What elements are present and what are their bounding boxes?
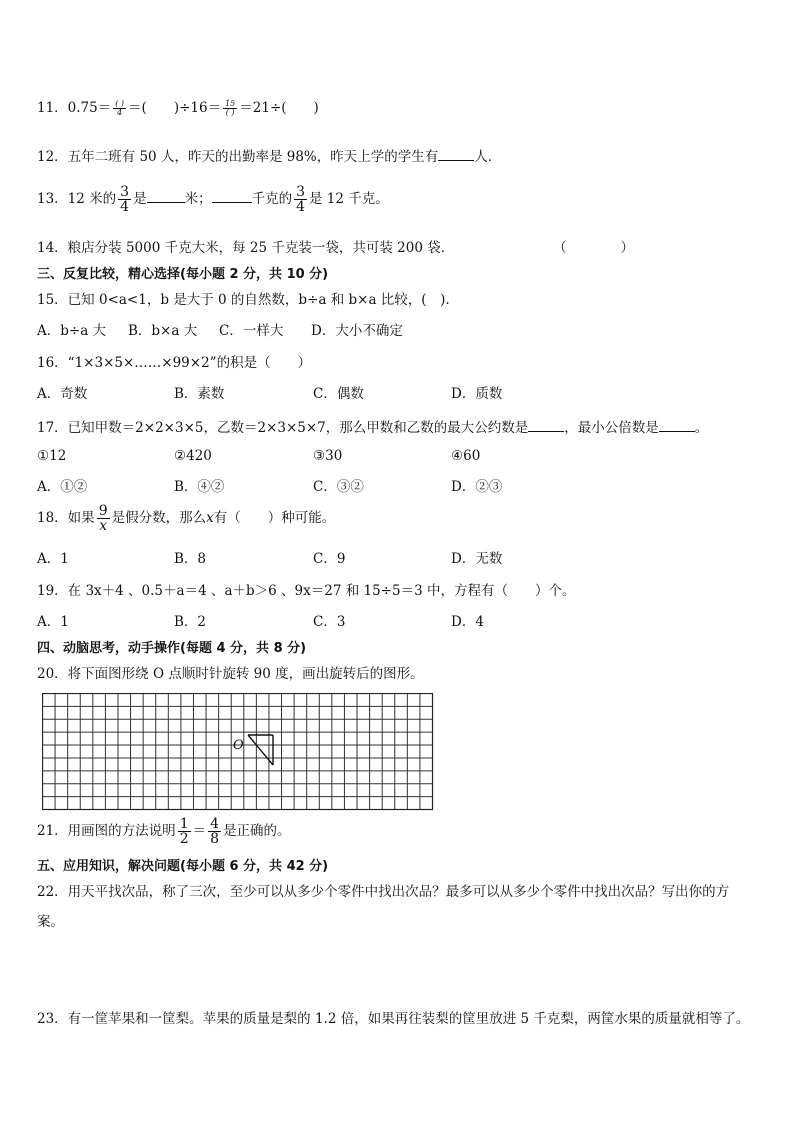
question-22-cont	[37, 916, 64, 930]
q16-text: 16．“1×3×5×……×99×2”的积是（ ）	[37, 355, 312, 371]
question-16	[37, 357, 311, 371]
q19-option-a-label: A．1	[37, 614, 69, 630]
q17-item-4	[451, 450, 480, 464]
q11-eq: ＝( )÷16＝	[128, 100, 222, 116]
question-11	[37, 100, 319, 117]
q17-blank-1[interactable]	[528, 419, 564, 432]
q12-blank[interactable]	[438, 148, 474, 161]
q15-text: 15．已知 0<a<1，b 是大于 0 的自然数，b÷a 和 b×a 比较，( ).	[37, 292, 450, 308]
q17-item-2	[174, 450, 212, 464]
q18-option-a[interactable]	[37, 553, 69, 567]
q17-item-2-label: ②420	[174, 448, 212, 464]
q13-b: 是	[133, 191, 147, 207]
q19-option-c-label: C．3	[313, 614, 346, 630]
q18-option-c-label: C．9	[313, 551, 346, 567]
q19-option-d-label: D．4	[451, 614, 484, 630]
q16-option-d-label: D．质数	[451, 386, 503, 402]
q11-f1-num: ( )	[115, 99, 125, 108]
q21-fraction-1	[178, 817, 191, 846]
q13-f-num: 3	[120, 184, 130, 200]
q19-option-a[interactable]	[37, 616, 69, 630]
q17-item-3-label: ③30	[313, 448, 343, 464]
question-12	[37, 148, 501, 165]
q15-option-b[interactable]	[128, 325, 197, 339]
q17-item-3	[313, 450, 342, 464]
q22-line-1: 22．用天平找次品，称了三次，至少可以从多少个零件中找出次品？最多可以从多少个零件中找出次品？写出你的方	[37, 884, 730, 900]
q23-text: 23．有一筐苹果和一筐梨。苹果的质量是梨的 1.2 倍，如果再往装梨的筐里放进 5 千克梨，两筐水果的质量就相等了。	[37, 1011, 750, 1027]
q15-option-c[interactable]	[219, 325, 283, 339]
question-21	[37, 817, 291, 846]
q11-f1-den: 4	[117, 108, 123, 117]
q17-option-b[interactable]	[174, 481, 224, 495]
question-22	[37, 886, 729, 900]
q17-blank-2[interactable]	[659, 419, 695, 432]
q16-option-b[interactable]	[174, 388, 224, 402]
q13-blank-1[interactable]	[147, 190, 185, 203]
q16-option-b-label: B．素数	[174, 386, 225, 402]
q14-text: 14．粮店分装 5000 千克大米，每 25 千克装一袋，共可装 200 袋．	[37, 240, 455, 256]
q14-answer-paren[interactable]	[553, 242, 634, 256]
q17-item-1	[37, 450, 66, 464]
q13-a: 13．12 米的	[37, 191, 117, 207]
q21-f2-num: 4	[210, 816, 220, 832]
q18-option-b[interactable]	[174, 553, 206, 567]
q21-b: 是正确的。	[223, 823, 291, 839]
q21-f1-num: 1	[179, 816, 189, 832]
q13-fraction-2	[294, 185, 307, 214]
q18-b: 是假分数，那么	[111, 510, 207, 526]
q15-option-a[interactable]	[37, 325, 106, 339]
q11-f2-den: ( )	[225, 108, 235, 117]
q18-option-c[interactable]	[313, 553, 345, 567]
q19-option-b[interactable]	[174, 616, 206, 630]
question-17	[37, 419, 708, 436]
q17-option-d[interactable]	[451, 481, 502, 495]
question-23	[37, 1013, 749, 1027]
q19-option-c[interactable]	[313, 616, 345, 630]
q19-text: 19．在 3x＋4 、0.5＋a＝4 、a＋b＞6 、9x＝27 和 15÷5＝3 中，方程有（ ）个。	[37, 583, 576, 599]
q11-fraction-1	[113, 100, 126, 117]
q16-option-c-label: C．偶数	[313, 386, 364, 402]
question-20	[37, 668, 424, 682]
q21-fraction-2	[208, 817, 221, 846]
q17-option-a[interactable]	[37, 481, 87, 495]
q17-mid: ，最小公倍数是	[564, 420, 659, 436]
q20-text: 20．将下面图形绕 O 点顺时针旋转 90 度，画出旋转后的图形。	[37, 666, 424, 682]
point-o-label: O	[233, 738, 244, 753]
q13-d: 千克的	[251, 191, 293, 207]
q11-f2-num: 15	[225, 99, 236, 108]
q17-option-d-label: D．②③	[451, 479, 503, 495]
question-13	[37, 185, 389, 214]
q13-blank-2[interactable]	[212, 190, 252, 203]
q13-fraction	[118, 185, 131, 214]
q21-a: 21．用画图的方法说明	[37, 823, 176, 839]
q12-tail: 人．	[474, 149, 502, 165]
q18-option-a-label: A．1	[37, 551, 69, 567]
q17-item-1-label: ①12	[37, 448, 67, 464]
q13-f2-den: 4	[296, 199, 305, 215]
q18-f-num: 9	[98, 503, 108, 519]
q14-paren: （ ）	[553, 240, 634, 256]
q17-text: 17．已知甲数＝2×2×3×5，乙数＝2×3×5×7，那么甲数和乙数的最大公约数是	[37, 420, 529, 436]
q18-c: 有（ ）种可能。	[213, 510, 336, 526]
q22-line-2: 案。	[37, 914, 64, 930]
question-14	[37, 242, 454, 256]
question-19	[37, 585, 575, 599]
q21-eq: ＝	[192, 823, 207, 839]
q15-option-d-label: D．大小不确定	[311, 323, 403, 339]
question-18	[37, 504, 335, 533]
q17-option-a-label: A．①②	[37, 479, 88, 495]
q15-option-c-label: C．一样大	[219, 323, 284, 339]
q17-end: 。	[694, 420, 709, 436]
q13-f-den: 4	[120, 199, 130, 215]
q18-f-den: x	[99, 518, 108, 534]
q15-option-a-label: A．b÷a 大	[37, 323, 107, 339]
section-4-heading	[37, 642, 306, 655]
q13-e: 是 12 千克。	[309, 191, 389, 207]
q16-option-d[interactable]	[451, 388, 502, 402]
q11-tail: ＝21÷( )	[239, 100, 319, 116]
q16-option-c[interactable]	[313, 388, 364, 402]
q11-text: 11．0.75＝	[37, 100, 112, 116]
q13-c: 米；	[184, 191, 212, 207]
q19-option-b-label: B．2	[174, 614, 207, 630]
section-3-heading	[37, 268, 328, 281]
section-5-heading	[37, 860, 328, 873]
q21-f2-den: 8	[210, 831, 220, 847]
q17-option-c[interactable]	[313, 481, 364, 495]
q16-option-a[interactable]	[37, 388, 87, 402]
q18-a: 18．如果	[37, 510, 95, 526]
section-4-title: 四、动脑思考，动手操作(每题 4 分，共 8 分)	[37, 641, 307, 656]
q18-fraction	[97, 504, 110, 533]
question-15	[37, 294, 450, 308]
section-3-title: 三、反复比较，精心选择(每小题 2 分，共 10 分)	[37, 267, 329, 282]
rotation-grid[interactable]	[42, 693, 434, 811]
q12-text: 12．五年二班有 50 人，昨天的出勤率是 98%，昨天上学的学生有	[37, 149, 439, 165]
q11-fraction-2	[223, 100, 237, 117]
q17-option-c-label: C．③②	[313, 479, 364, 495]
q19-option-d[interactable]	[451, 616, 484, 630]
q15-option-d[interactable]	[311, 325, 403, 339]
q18-option-d[interactable]	[451, 553, 502, 567]
q13-f2-num: 3	[296, 184, 305, 200]
q16-option-a-label: A．奇数	[37, 386, 88, 402]
section-5-title: 五、应用知识，解决问题(每小题 6 分，共 42 分)	[37, 859, 329, 874]
q15-option-b-label: B．b×a 大	[128, 323, 198, 339]
q17-item-4-label: ④60	[451, 448, 481, 464]
q18-option-b-label: B．8	[174, 551, 207, 567]
q18-option-d-label: D．无数	[451, 551, 503, 567]
q17-option-b-label: B．④②	[174, 479, 225, 495]
q21-f1-den: 2	[179, 831, 189, 847]
q18-variable: x	[206, 510, 214, 526]
